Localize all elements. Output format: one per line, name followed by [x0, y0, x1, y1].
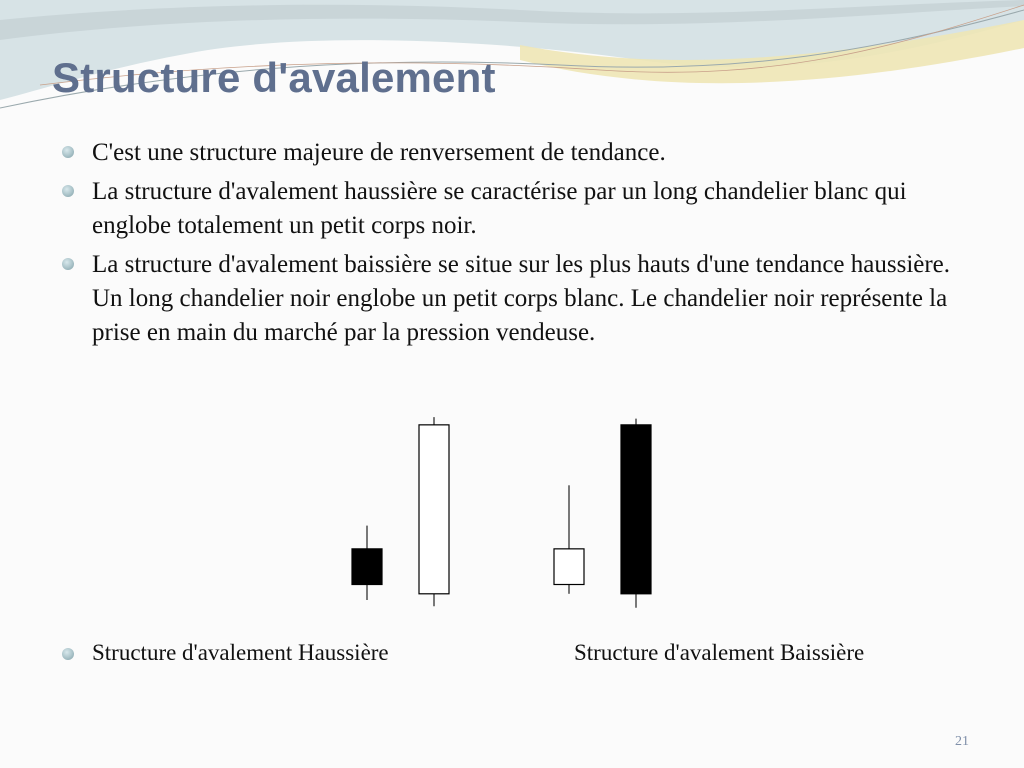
- bullet-dot-icon: [62, 185, 74, 197]
- slide-title: Structure d'avalement: [52, 54, 496, 101]
- bullet-text: C'est une structure majeure de renversement de tendance.: [92, 139, 666, 166]
- caption-baissiere: Structure d'avalement Baissière: [574, 640, 865, 665]
- bullet-dot-icon: [62, 258, 74, 270]
- candle-body-white: [419, 425, 449, 594]
- bullet-dot-icon: [62, 146, 74, 158]
- bullet-item: [60, 248, 960, 350]
- bullet-dot-icon: [62, 648, 74, 660]
- bullet-item: [60, 136, 960, 170]
- bullet-list: [60, 136, 960, 355]
- candle-body-white: [554, 549, 584, 585]
- bullet-text: La structure d'avalement baissière se situe sur les plus hauts d'une tendance haussière. Un long chandelier noir englobe un petit corps blanc. Le chandelier noir représente la prise en main du marché par la pression vendeuse.: [92, 251, 951, 346]
- candle-body-black: [352, 549, 382, 585]
- bullet-item: [60, 175, 960, 243]
- candle-body-black: [621, 425, 651, 594]
- page-number: 21: [955, 734, 969, 749]
- caption-haussiere: Structure d'avalement Haussière: [92, 640, 389, 665]
- caption-row: [60, 640, 980, 670]
- bullet-text: La structure d'avalement haussière se caractérise par un long chandelier blanc qui englobe totalement un petit corps noir.: [92, 178, 907, 239]
